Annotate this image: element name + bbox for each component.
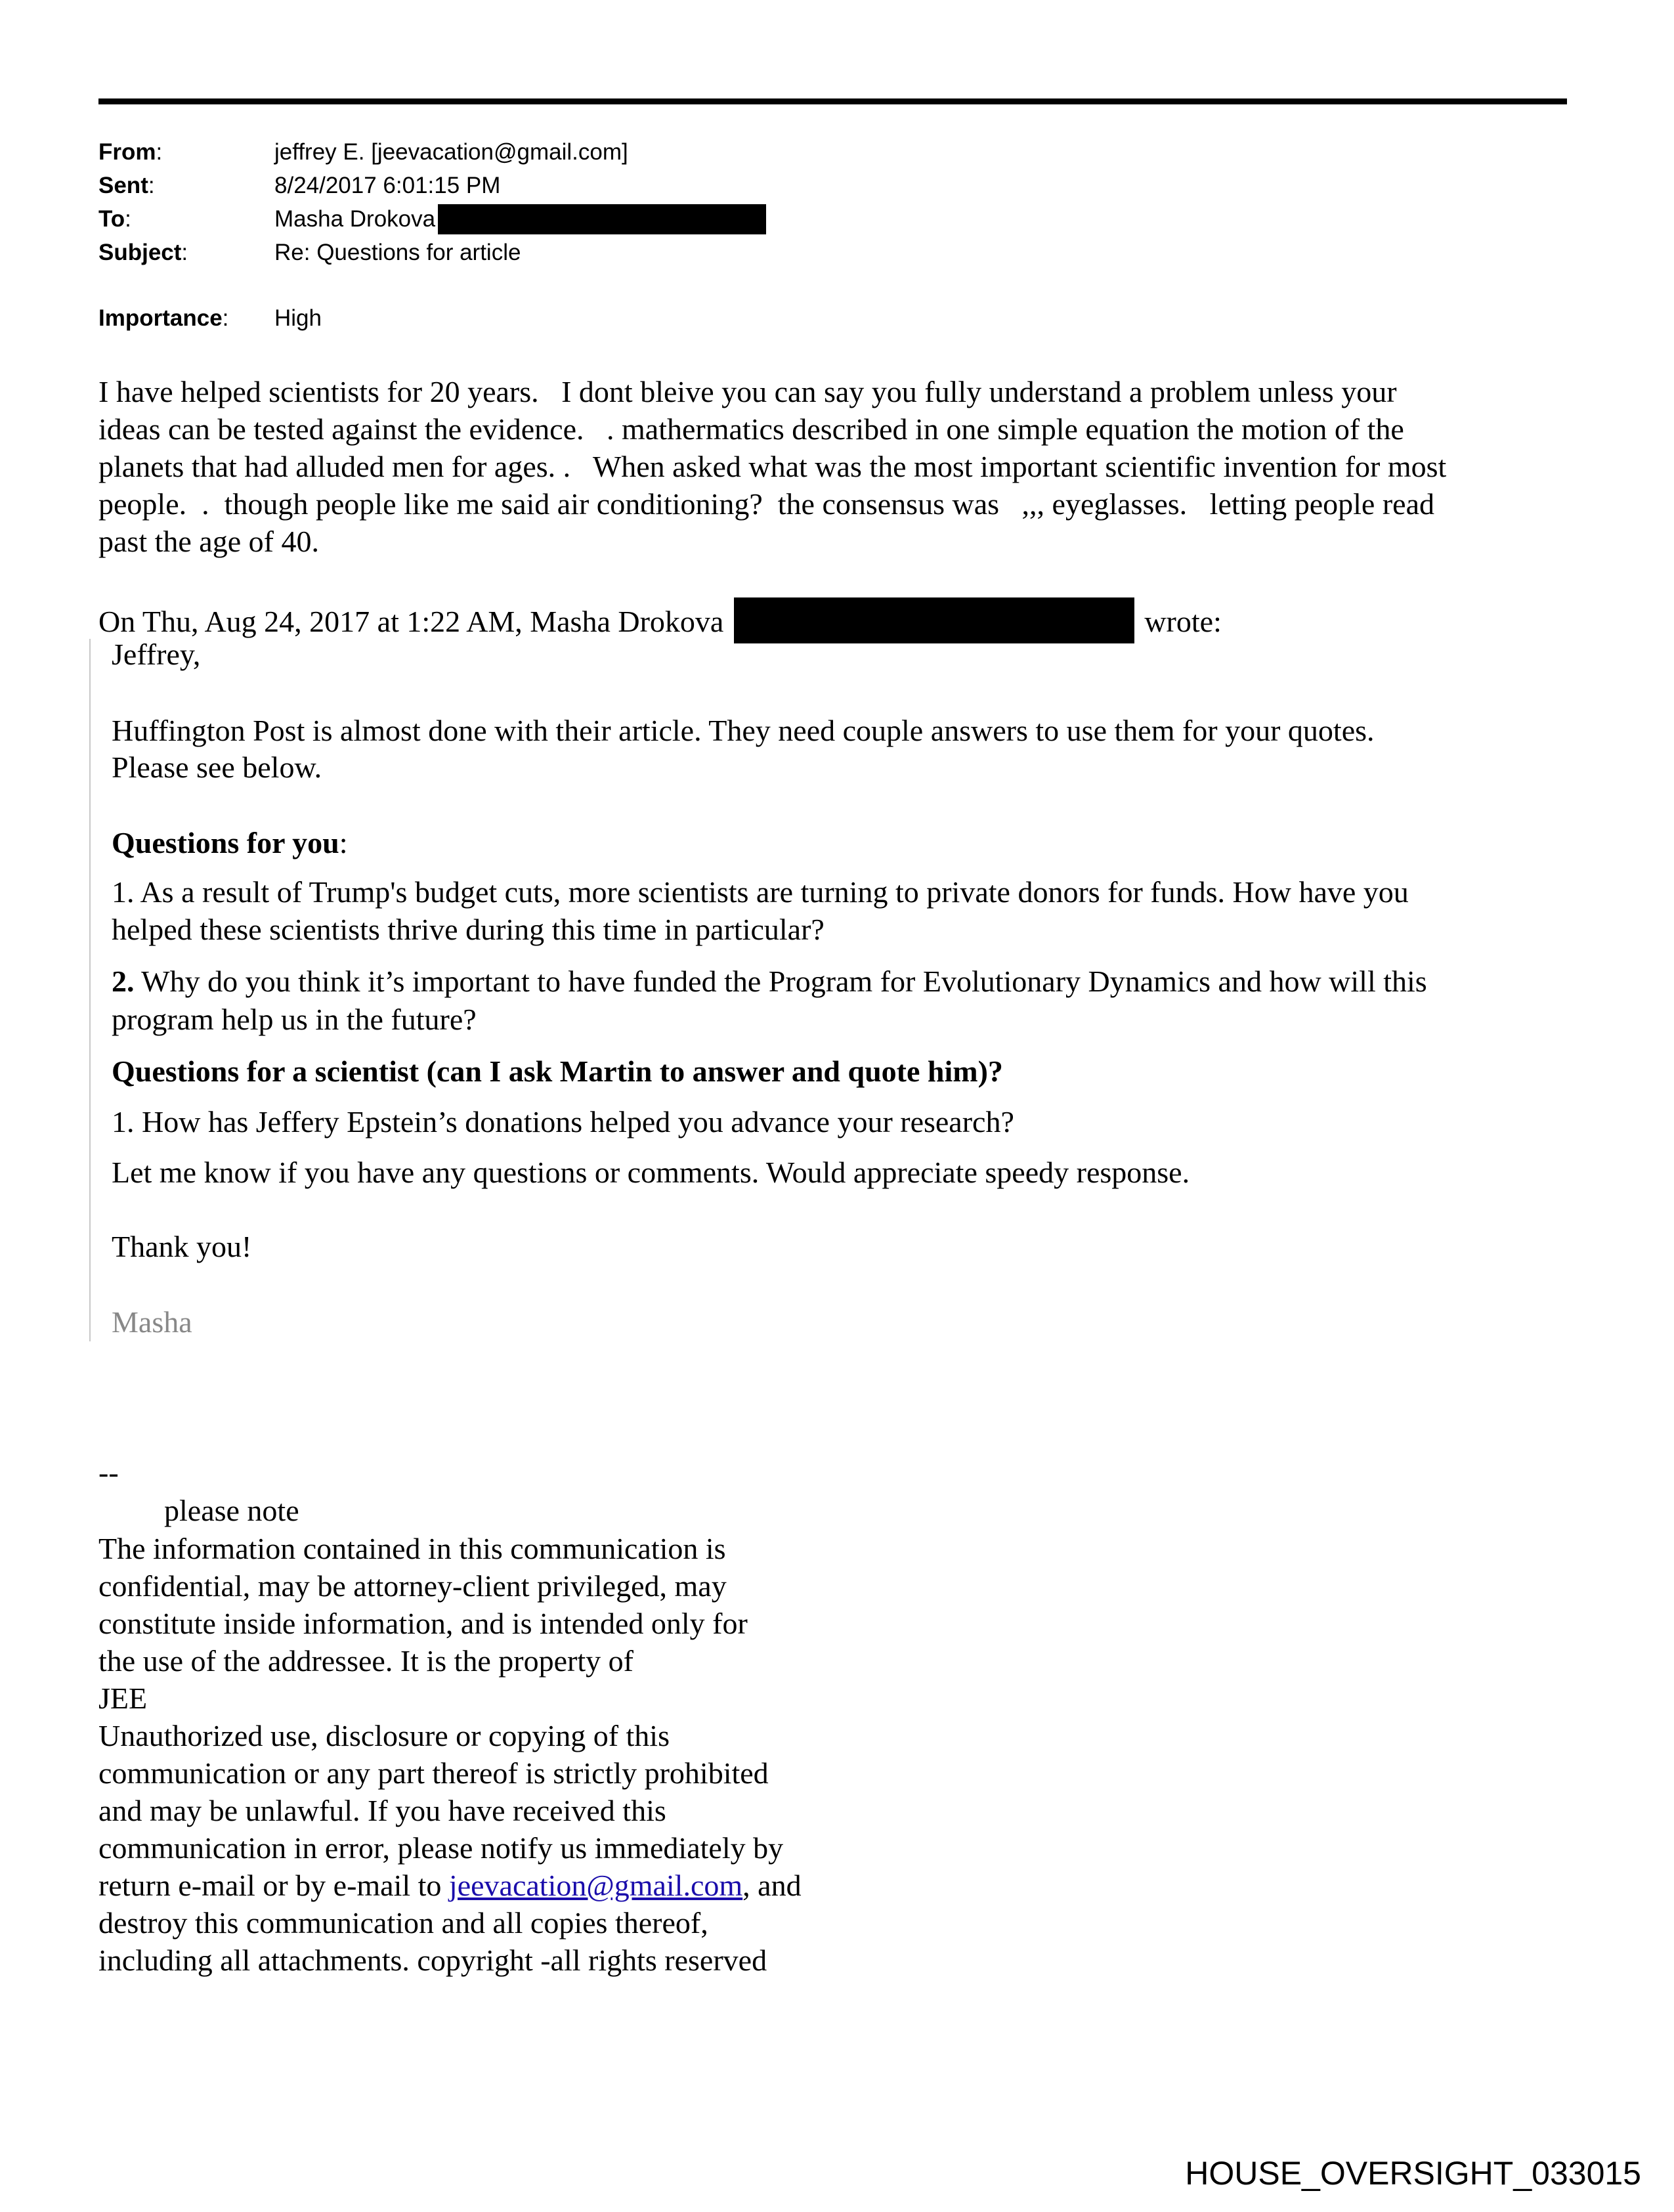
thanks-line: Thank you! xyxy=(112,1230,252,1263)
sent-label: Sent: xyxy=(98,173,155,198)
subject-label: Subject: xyxy=(98,240,188,265)
question-1-line: helped these scientists thrive during this time in particular? xyxy=(112,913,825,946)
signature: Masha xyxy=(112,1305,192,1339)
intro-line: Huffington Post is almost done with their article. They need couple answers to use them for your quotes. xyxy=(112,714,1375,747)
sent-value: 8/24/2017 6:01:15 PM xyxy=(274,173,501,198)
question-2-line: 2. Why do you think it’s important to have funded the Program for Evolutionary Dynamics and how will this xyxy=(112,965,1427,998)
disclaimer-line: communication in error, please notify us immediately by xyxy=(98,1831,784,1865)
reply-line: ideas can be tested against the evidence. . mathermatics described in one simple equation the motion of the xyxy=(98,412,1404,446)
bates-number: HOUSE_OVERSIGHT_033015 xyxy=(1185,2155,1641,2192)
greeting: Jeffrey, xyxy=(112,638,201,671)
from-label: From: xyxy=(98,139,163,165)
scientist-question-1: 1. How has Jeffery Epstein’s donations helped you advance your research? xyxy=(112,1105,1014,1139)
reply-body xyxy=(98,373,1446,560)
closing-line: Let me know if you have any questions or comments. Would appreciate speedy response. xyxy=(112,1156,1190,1189)
question-2-line: program help us in the future? xyxy=(112,1003,477,1036)
importance-value: High xyxy=(274,305,322,331)
reply-line: planets that had alluded men for ages. . When asked what was the most important scientific invention for most xyxy=(98,450,1447,483)
quote-border xyxy=(89,639,91,1341)
reply-line: I have helped scientists for 20 years. I dont bleive you can say you fully understand a problem unless your xyxy=(98,375,1397,408)
reply-line: past the age of 40. xyxy=(98,525,319,558)
section-heading-you: Questions for you: xyxy=(112,826,348,859)
header-rule xyxy=(98,98,1567,104)
to-value: Masha Drokova xyxy=(274,206,436,232)
disclaimer-line: The information contained in this communication is xyxy=(98,1532,726,1565)
question-1-line: 1. As a result of Trump's budget cuts, more scientists are turning to private donors for funds. How have you xyxy=(112,875,1409,909)
to-label: To: xyxy=(98,206,131,232)
intro-line: Please see below. xyxy=(112,750,322,784)
please-note: please note xyxy=(164,1494,299,1527)
to-value-wrap xyxy=(274,206,766,234)
attribution-suffix: wrote: xyxy=(1144,605,1222,638)
redaction-box xyxy=(734,597,1134,643)
disclaimer-line: communication or any part thereof is strictly prohibited xyxy=(98,1756,769,1790)
disclaimer-line: the use of the addressee. It is the property of xyxy=(98,1644,633,1678)
disclaimer-line: return e-mail or by e-mail to jeevacation@gmail.com, and xyxy=(98,1869,802,1902)
attribution-prefix: On Thu, Aug 24, 2017 at 1:22 AM, Masha Drokova xyxy=(98,605,724,638)
subject-value: Re: Questions for article xyxy=(274,240,521,265)
from-value: jeffrey E. [jeevacation@gmail.com] xyxy=(274,139,628,165)
disclaimer-line: destroy this communication and all copies thereof, xyxy=(98,1906,708,1940)
email-link[interactable]: jeevacation@gmail.com xyxy=(448,1869,743,1902)
disclaimer-line: confidential, may be attorney-client privileged, may xyxy=(98,1569,727,1603)
reply-line: people. . though people like me said air conditioning? the consensus was ,,, eyeglasses. letting people read xyxy=(98,487,1434,521)
disclaimer-block xyxy=(98,1530,802,1979)
disclaimer-line: and may be unlawful. If you have received this xyxy=(98,1794,666,1827)
disclaimer-line: JEE xyxy=(98,1681,148,1715)
signature-separator: -- xyxy=(98,1456,119,1489)
disclaimer-line: constitute inside information, and is intended only for xyxy=(98,1607,748,1640)
importance-label: Importance: xyxy=(98,305,229,331)
redaction-box xyxy=(438,204,766,234)
section-heading-scientist: Questions for a scientist (can I ask Martin to answer and quote him)? xyxy=(112,1054,1003,1088)
disclaimer-line: Unauthorized use, disclosure or copying of this xyxy=(98,1719,670,1752)
quote-attribution xyxy=(98,597,1222,643)
disclaimer-line: including all attachments. copyright -all rights reserved xyxy=(98,1943,767,1977)
